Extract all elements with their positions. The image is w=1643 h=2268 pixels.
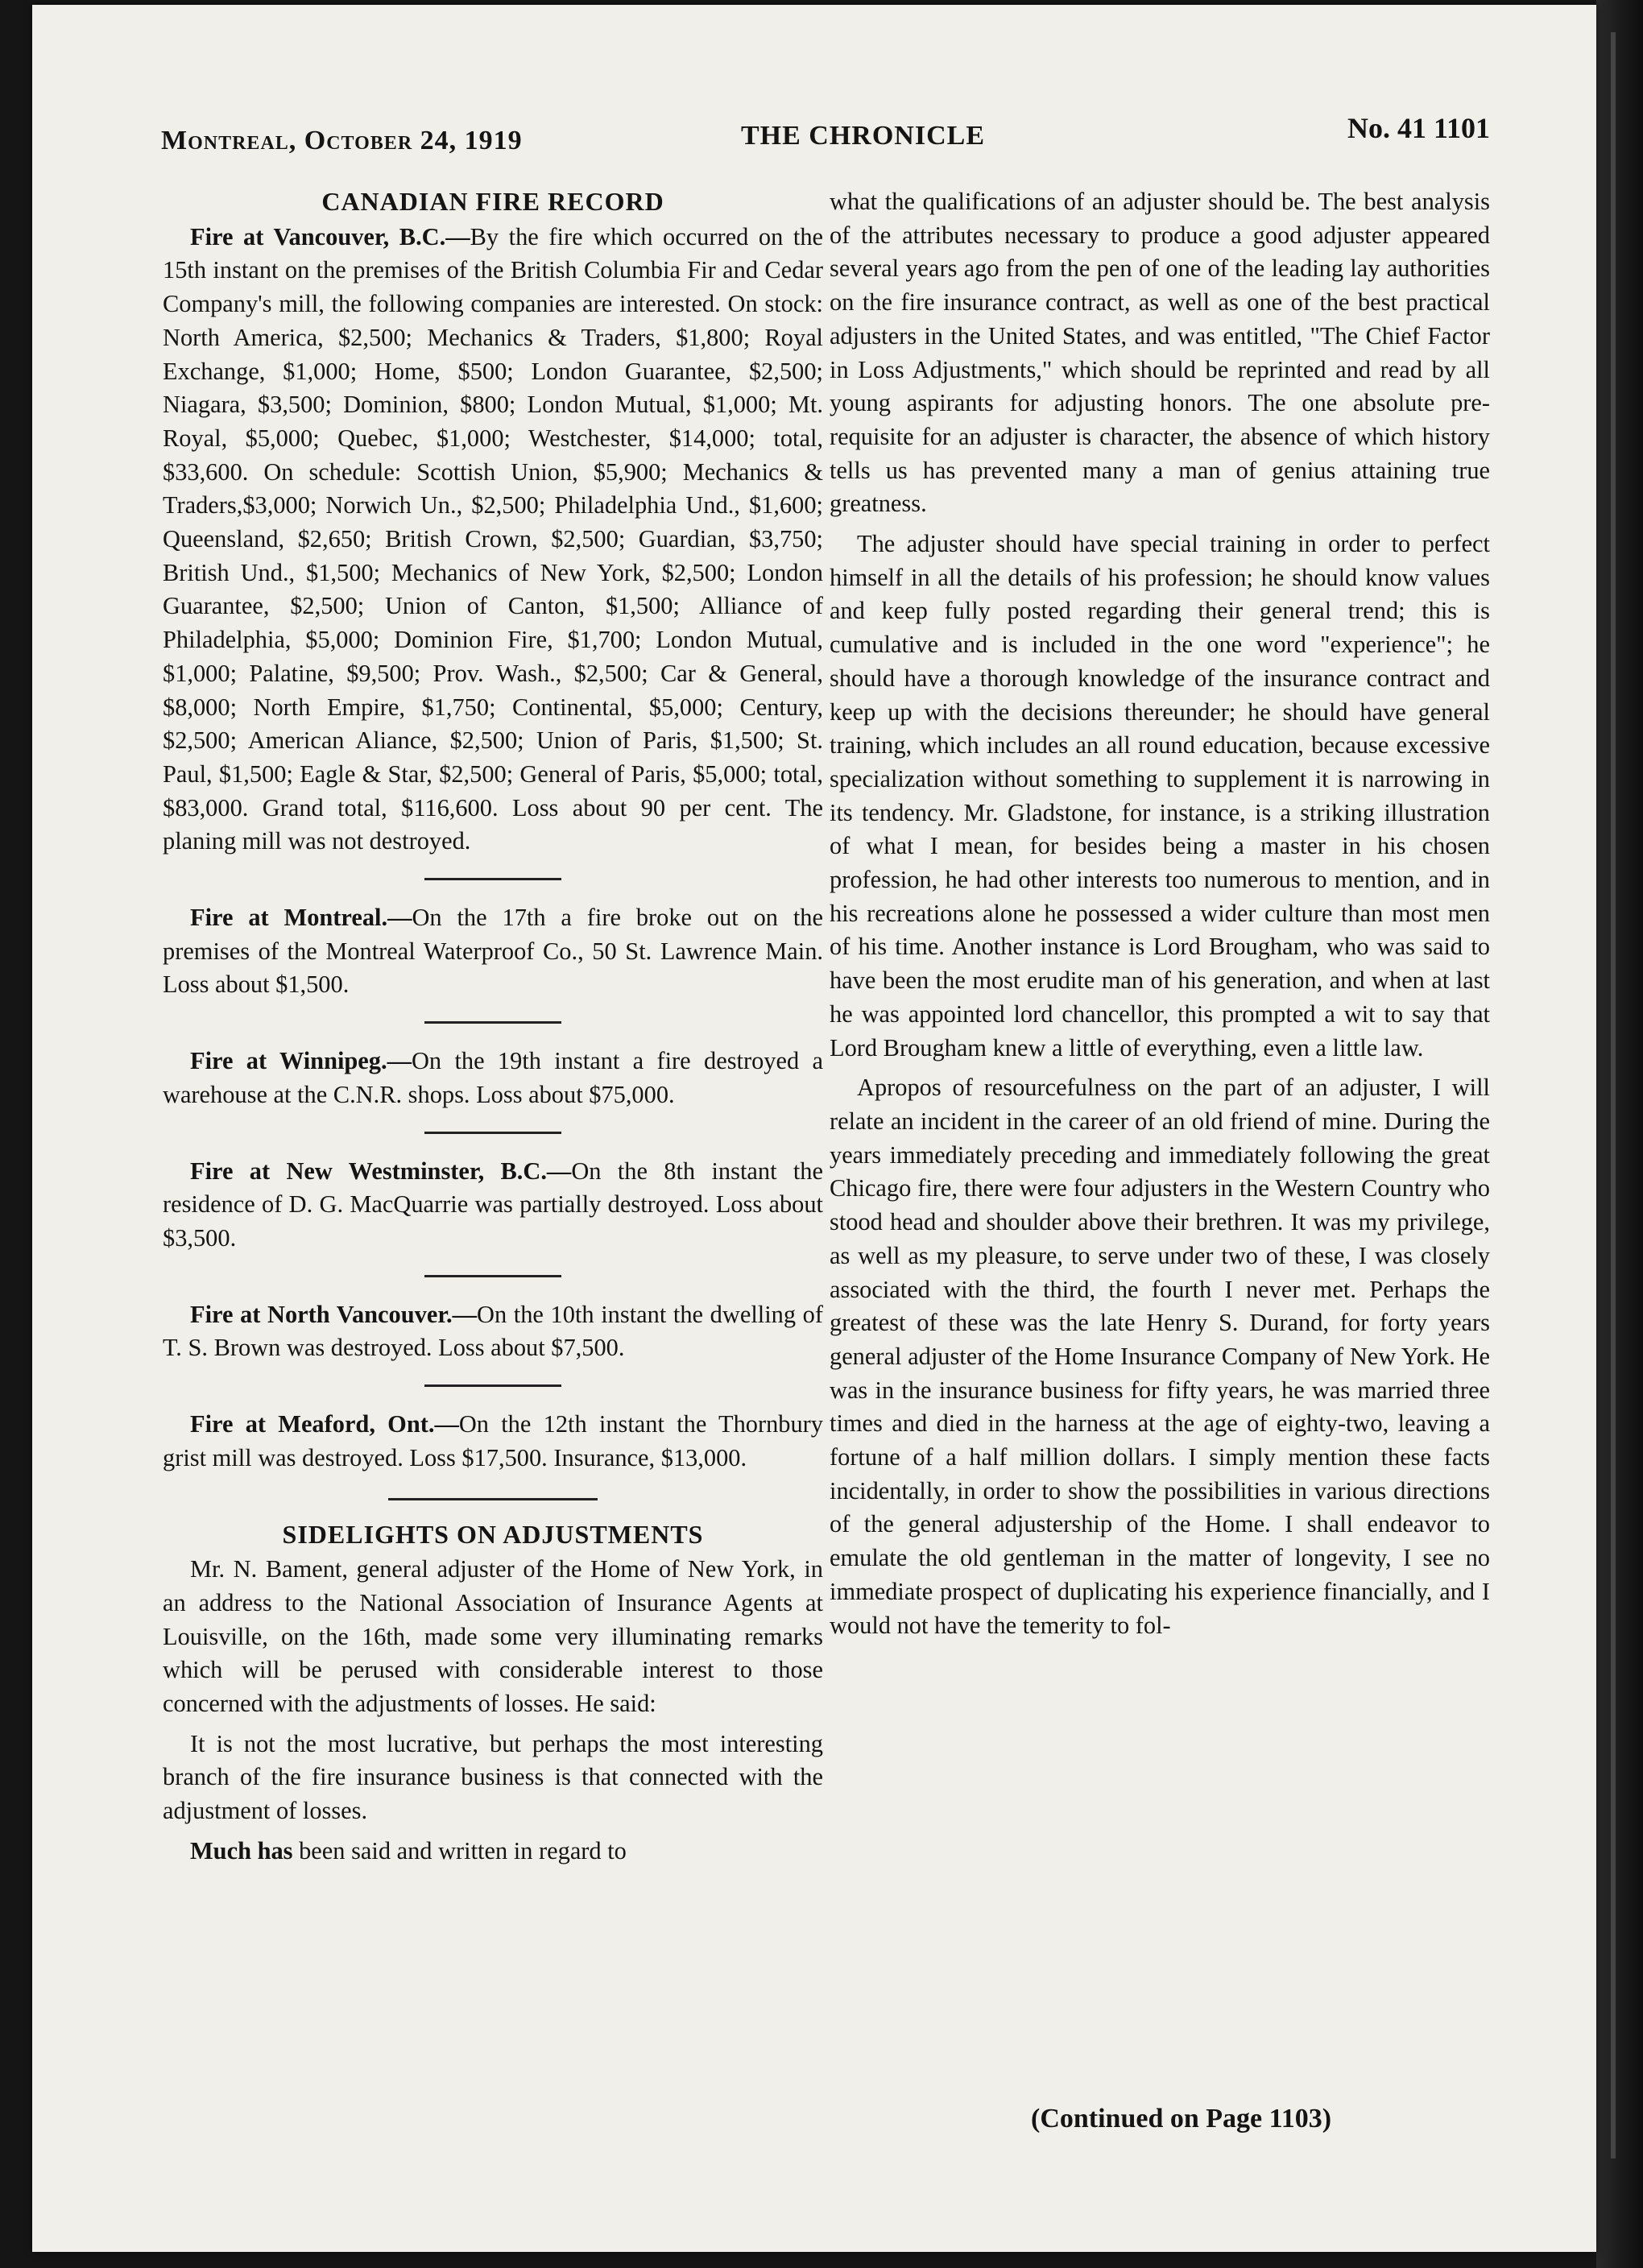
lead-winnipeg: Fire at Winnipeg.—	[190, 1047, 412, 1075]
article-new-westminster	[163, 1155, 823, 1256]
lead-meaford: Fire at Meaford, Ont.—	[190, 1410, 459, 1438]
text-much-has: been said and written in regard to	[292, 1836, 627, 1864]
lead-north-vancouver: Fire at North Vancouver.—	[190, 1300, 477, 1328]
sidelights-paragraph-2: It is not the most lucrative, but perhaps the most interesting branch of the fire insurance business is that connected with the adjustment of losses.	[163, 1729, 823, 1825]
lead-new-westminster: Fire at New Westminster, B.C.—	[190, 1157, 572, 1185]
right-paragraph-1: what the qualifications of an adjuster should be. The best analysis of the attributes necessary to produce a good adjuster appeared several years ago from the pen of one of the leading lay authorities on the fire insurance contract, as well as one of the best practical adjusters in the United States, and was entitled, "The Chief Factor in Loss Adjustments," which should be reprinted and read by all young aspirants for adjusting honors. The one absolute pre-requisite for an adjuster is character, the absence of which history tells us has prevented many a man of genius attaining true greatness.	[830, 188, 1490, 518]
section-divider	[388, 1498, 598, 1500]
text-new-westminster: On the 8th instant the residence of D. G. MacQuarrie was partially destroyed. Loss about $3,500.	[163, 1157, 823, 1252]
article-north-vancouver	[163, 1298, 823, 1365]
right-paragraph-3: Apropos of resourcefulness on the part of an adjuster, I will relate an incident in the career of an old friend of mine. During the years immediately preceding and immediately following the great Chicago fire, there were four adjusters in the Western Country who stood head and shoulder above their brethren. It was my privilege, as well as my pleasure, to serve under two of these, I was closely associated with the third, the fourth I never met. Perhaps the greatest of these was the late Henry S. Durand, for forty years general adjuster of the Home Insurance Company of New York. He was in the insurance business for fifty years, he was married three times and died in the harness at the age of eighty-two, leaving a fortune of a half million dollars. I simply mention these facts incidentally, in order to show the possibilities in various directions of the general adjustership of the Home. I shall endeavor to emulate the old gentleman in the matter of longevity, I see no immediate prospect of duplicating his experience financially, and I would not have the temerity to fol-	[830, 1074, 1490, 1639]
text-vancouver: By the fire which occurred on the 15th instant on the premises of the British Columbia Fir and Cedar Company's mill, the following companies are interested. On stock: North America, $2,500; Mechanics & Traders, $1,800; Royal Exchange, $1,000; Home, $500; London Guarantee, $2,500; Niagara, $3,500; Dominion, $800; London Mutual, $1,000; Mt. Royal, $5,000; Quebec, $1,000; Westchester, $14,000; total, $33,600. On schedule: Scottish Union, $5,900; Mechanics & Traders,$3,000; Norwich Un., $2,500; Philadelphia Und., $1,600; Queensland, $2,650; British Crown, $2,500; Guardian, $3,750; British Und., $1,500; Mechanics of New York, $2,500; London Guarantee, $2,500; Union of Canton, $1,500; Alliance of Philadelphia, $5,000; Dominion Fire, $1,700; London Mutual, $1,000; Palatine, $9,500; Prov. Wash., $2,500; Car & General, $8,000; North Empire, $1,750; Continental, $5,000; Century, $2,500; American Aliance, $2,500; Union of Paris, $1,500; St. Paul, $1,500; Eagle & Star, $2,500; General of Paris, $5,000; total, $83,000. Grand total, $116,600. Loss about 90 per cent. The planing mill was not destroyed.	[163, 222, 824, 855]
page-edge-shadow	[1596, 0, 1643, 2268]
header-issue-page: No. 41 1101	[1347, 112, 1490, 144]
lead-much-has: Much has	[190, 1836, 293, 1864]
divider	[424, 1275, 561, 1277]
divider	[424, 878, 561, 880]
divider	[424, 1384, 561, 1387]
article-winnipeg	[163, 1045, 823, 1111]
right-paragraph-2: The adjuster should have special training in order to perfect himself in all the details of his profession; he should know values and keep fully posted regarding their general trend; this is cumulative and is included in the one word "experience"; he should have a thorough knowledge of the insurance contract and keep up with the decisions thereunder; he should have general training, which includes an all round education, because excessive specialization without something to supplement it is narrowing in its tendency. Mr. Gladstone, for instance, is a striking illustration of what I mean, for besides being a master in his chosen profession, he had other interests too numerous to mention, and in his recreations alone he possessed a wider culture than most men of his time. Another instance is Lord Brougham, who was said to have been the most erudite man of his generation, and when at last he was appointed lord chancellor, this prompted a wit to say that Lord Brougham knew a little of everything, even a little law.	[830, 530, 1490, 1062]
lead-montreal: Fire at Montreal.—	[190, 904, 412, 932]
sidelights-paragraph-3	[163, 1835, 823, 1869]
text-north-vancouver: On the 10th instant the dwelling of T. S. Brown was destroyed. Loss about $7,500.	[163, 1300, 823, 1362]
lead-vancouver: Fire at Vancouver, B.C.—	[190, 222, 470, 250]
continued-note: (Continued on Page 1103)	[1031, 2104, 1332, 2133]
right-column	[830, 185, 1490, 1642]
article-meaford	[163, 1408, 823, 1475]
text-montreal: On the 17th a fire broke out on the premises of the Montreal Waterproof Co., 50 St. Lawrence Main. Loss about $1,500.	[163, 904, 823, 999]
header-publication: THE CHRONICLE	[741, 121, 985, 151]
section-title-fire-record: CANADIAN FIRE RECORD	[321, 187, 664, 216]
text-winnipeg: On the 19th instant a fire destroyed a warehouse at the C.N.R. shops. Loss about $75,000.	[163, 1047, 823, 1108]
text-meaford: On the 12th instant the Thornbury grist mill was destroyed. Loss $17,500. Insurance, $13,000.	[163, 1410, 823, 1471]
article-vancouver	[163, 221, 823, 859]
binding-line	[1611, 32, 1616, 2158]
left-column	[163, 185, 823, 1869]
sidelights-paragraph-1: Mr. N. Bament, general adjuster of the Home of New York, in an address to the National Association of Insurance Agents at Louisville, on the 16th, made some very illuminating remarks which will be perused with considerable interest to those concerned with the adjustments of losses. He said:	[163, 1555, 823, 1718]
running-header	[129, 111, 1490, 159]
divider	[424, 1021, 561, 1024]
header-date: Montreal, October 24, 1919	[161, 126, 523, 155]
section-title-sidelights: SIDELIGHTS ON ADJUSTMENTS	[282, 1519, 704, 1549]
article-montreal	[163, 901, 823, 1002]
divider	[424, 1132, 561, 1134]
